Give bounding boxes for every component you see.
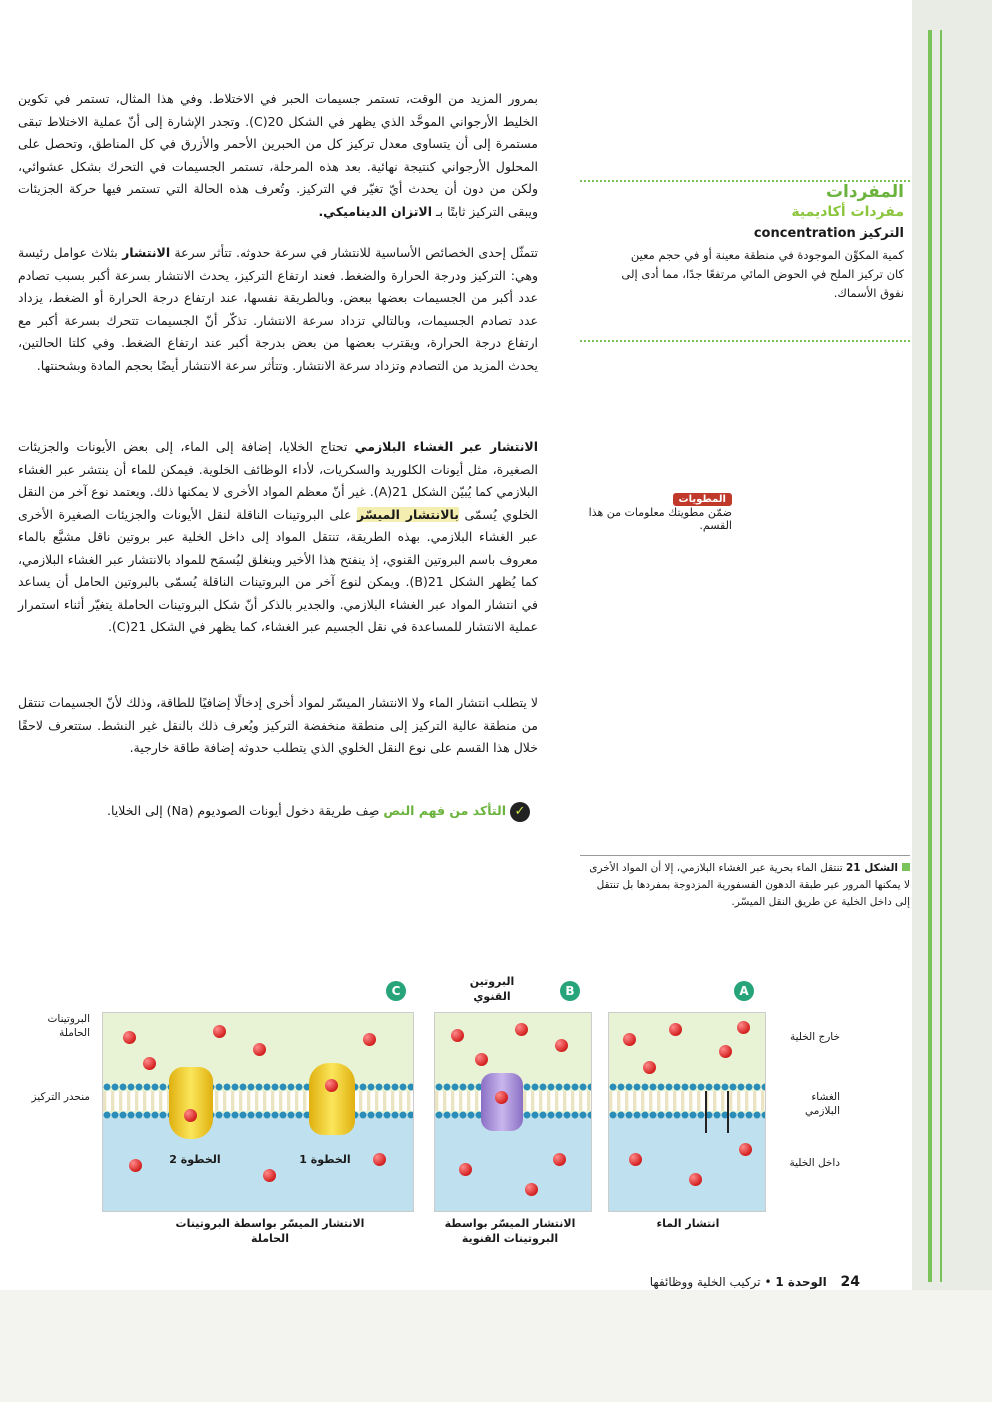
panel-c [102, 1012, 414, 1212]
paragraph-4: لا يتطلب انتشار الماء ولا الانتشار الميسّر لمواد أخرى إدخالًا إضافيًا للطاقة، وذلك لأنّ الجسيمات تنتقل من منطقة عالية التركيز إلى منطقة منخفضة التركيز ويُعرف ذلك بالنقل غير النشط. ستتعرف لاحقًا خلال هذا القسم على نوع النقل الخلوي الذي يتطلب حدوثه إضافة طاقة خارجية. [18, 695, 538, 755]
membrane-label: الغشاء البلازمي [805, 1091, 840, 1117]
panel-a-letter: A [734, 981, 754, 1001]
panel-c-letter: C [386, 981, 406, 1001]
paragraph-3: الانتشار عبر الغشاء البلازمي تحتاج الخلايا، إضافة إلى الماء، إلى بعض الأيونات والجزيئات الصغيرة، مثل أيونات الكلوريد والسكريات، لأداء الوظائف الخلوية. فيمكن للماء أن ينتشر عبر الغشاء البلازمي كما يُبيّن الشكل 21(A). غير أنّ معظم المواد الأخرى لا يمكنها ذلك. ويعتمد نوع آخر من النقل الخلوي يُسمّى بالانتشار الميسّر على البروتينات الناقلة لنقل الأيونات والجزيئات الصغيرة الأخرى عبر الغشاء البلازمي. بهذه الطريقة، تنتقل المواد إلى داخل الخلية عبر بروتين ناقل مشبَّع بالماء معروف باسم البروتين القنوي، إذ ينفتح هذا الأخير وينغلق ليُسمَح للمواد بالانتشار عبر الغشاء البلازمي، كما يُظهر الشكل 21(B). ويمكن لنوع آخر من البروتينات الناقلة يُسمّى بالبروتين الحامل أن يساعد في انتشار المواد عبر الغشاء البلازمي. والجدير بالذكر أنّ شكل البروتينات الحاملة يتغيّر أثناء استمرار عملية الانتشار للمساعدة في نقل الجسيم عبر الغشاء، كما يظهر في الشكل 21(C). [18, 439, 539, 634]
carrier-protein-step1 [309, 1063, 355, 1135]
panel-a-label: انتشار الماء [656, 1217, 720, 1230]
step-1-label: الخطوة 1 [299, 1153, 351, 1166]
page-footer: 24 الوحدة 1 • تركيب الخلية ووظائفها [649, 1274, 860, 1290]
panel-b-letter: B [560, 981, 580, 1001]
carrier-protein-step2 [169, 1067, 213, 1139]
vocabulary-box: المفردات مفردات أكاديمية التركيز concentration كمية المكوِّن الموجودة في منطقة معينة أو في حجم معين كان تركيز الملح في الحوض المائي مرتفعًا جدًا، مما أدى إلى نفوق الأسماك. [580, 180, 910, 342]
figure-caption: الشكل 21 تنتقل الماء بحرية عبر الغشاء البلازمي، إلا أن المواد الأخرى لا يمكنها المرور عبر طبقة الدهون الفسفورية المزدوجة بمفردها بل تنتقل إلى داخل الخلية عن طريق النقل الميسّر. [580, 855, 910, 911]
reading-check: ✓ التأكد من فهم النص صِف طريقة دخول أيونات الصوديوم (Na) إلى الخلايا. [40, 800, 530, 822]
gradient-label: منحدر التركيز [31, 1091, 90, 1103]
panel-c-label: الانتشار الميسّر بواسطة البروتينات الحاملة [175, 1217, 365, 1245]
foldables-badge: المطويات [673, 493, 732, 506]
page-edge [912, 0, 992, 1402]
panel-b-label: الانتشار الميسّر بواسطة البروتينات القنوية [444, 1217, 576, 1245]
section-heading: الانتشار عبر الغشاء البلازمي [354, 439, 538, 454]
checkmark-icon: ✓ [510, 802, 530, 822]
caption-marker-icon [902, 863, 910, 871]
step-2-label: الخطوة 2 [169, 1153, 221, 1166]
paragraph-1: بمرور المزيد من الوقت، تستمر جسيمات الحبر في الاختلاط. وفي هذا المثال، تستمر في تكوين الخليط الأرجواني الموحَّد الذي يظهر في الشكل 20(C). وتجدر الإشارة إلى أنّ عملية الاختلاط تبقى مستمرة إلى أن يتساوى معدل تركيز كل من الحبرين الأحمر والأزرق في كل المناطق، وتحصل على المحلول الأرجواني كنتيجة نهائية. بعد هذه المرحلة، تستمر الجسيمات في التحرك بشكل عشوائي، ولكن من دون أن يحدث أيّ تغيّر في التركيز. وتُعرف هذه الحالة التي تستمر فيها حركة الجزيئات ويبقى التركيز ثابتًا بـ الاتزان الديناميكي. [18, 91, 538, 219]
panel-b [434, 1012, 592, 1212]
carrier-callout: البروتينات الحاملة [47, 1013, 90, 1039]
inside-cell-label: داخل الخلية [789, 1157, 840, 1169]
panel-a [608, 1012, 766, 1212]
channel-callout: البروتين القنوي [469, 975, 515, 1003]
page-number: 24 [840, 1274, 860, 1290]
foldables-note: المطويات ضمّن مطويتك معلومات من هذا القسم. [588, 494, 732, 532]
paragraph-2: تتمثّل إحدى الخصائص الأساسية للانتشار في سرعة حدوثه. تتأثر سرعة الانتشار بثلاث عوامل رئيسة وهي: التركيز ودرجة الحرارة والضغط. فعند ارتفاع التركيز، يحدث الانتشار بسرعة أكبر بسبب تصادم عدد أكبر من الجسيمات بعضها ببعض. وبالطريقة نفسها، عند ارتفاع درجة الحرارة أو الضغط، يزداد عدد تصادم الجسيمات، وبالتالي تزداد سرعة الانتشار. تذكّر أنّ الجسيمات تتحرك بسرعة أكبر مع ارتفاع درجة الحرارة، ويقترب بعضها من بعض بدرجة أكبر عند ارتفاع الضغط. وفي كلتا الحالتين، يحدث المزيد من التصادم وتزداد سرعة الانتشار. وتتأثر سرعة الانتشار أيضًا بحجم المادة وبشحنتها. [18, 245, 538, 373]
outside-cell-label: خارج الخلية [789, 1031, 840, 1043]
page-bottom-shade [0, 1290, 992, 1402]
